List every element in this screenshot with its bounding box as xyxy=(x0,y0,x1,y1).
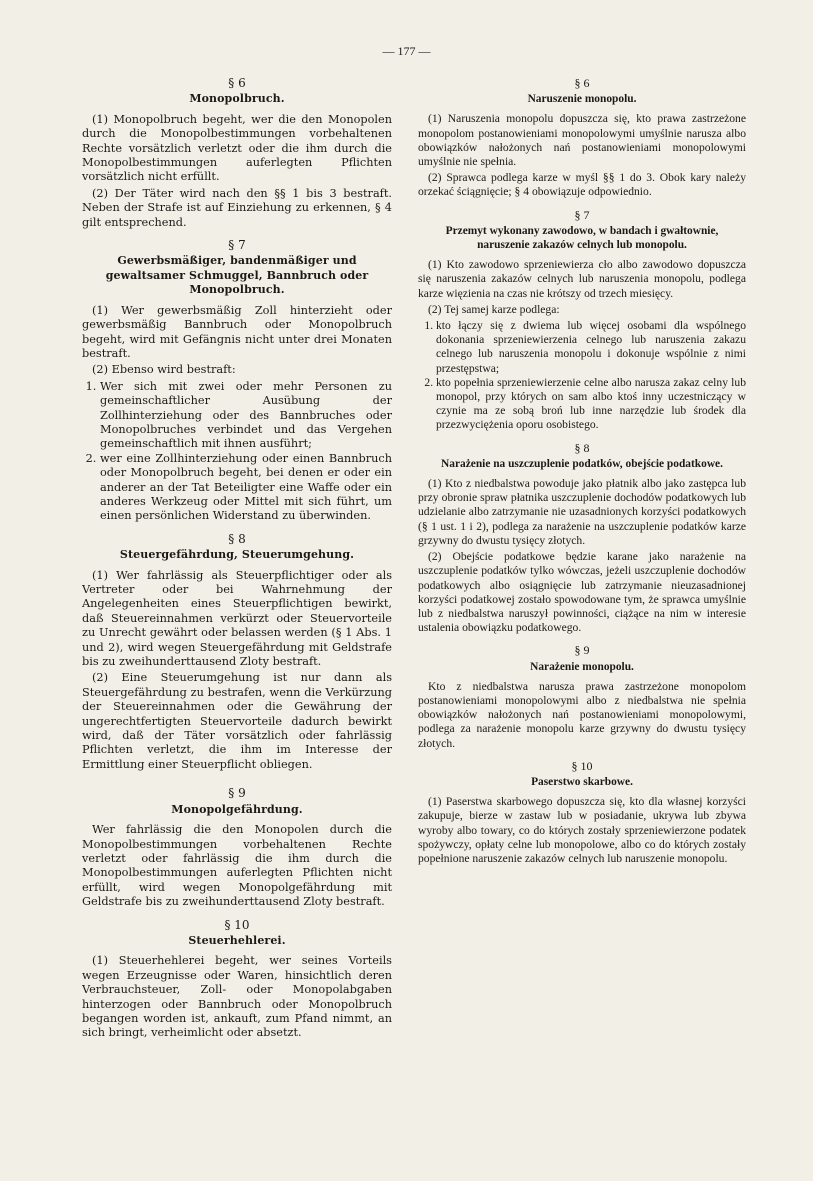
section-number: § 6 xyxy=(228,76,246,90)
paragraph: (1) Wer gewerbsmäßig Zoll hinterzieht oder gewerbsmäßig Bannbruch oder Monopolbruch begeht, wird mit Gefängnis nicht unter drei Monaten bestraft. xyxy=(82,303,392,360)
section-8 xyxy=(418,441,746,636)
paragraph: (1) Naruszenia monopolu dopuszcza się, kto prawa zastrzeżone monopolom postanowieniami monopolowymi umyślnie narusza albo obowiązków nałożonych nań postanowieniami monopolowymi umyślnie nie spełnia. xyxy=(418,112,746,169)
numbered-list xyxy=(418,319,746,433)
list-item: 2. kto popełnia sprzeniewierzenie celne albo narusza zakaz celny lub monopol, przy których on sam albo ktoś inny uczestniczący w czynie ma ze sobą broń lub inne narzędzie lub środek dla przezwyciężenia oporu osobistego. xyxy=(436,376,746,433)
list-item: 2. wer eine Zollhinterziehung oder einen Bannbruch oder Monopolbruch begeht, bei denen er oder ein anderer an der Tat Beteiligter eine Waffe oder ein anderes Werkzeug oder Mittel mit sich führt, um einen persönlichen Widerstand zu überwinden. xyxy=(100,452,392,524)
paragraph: (1) Kto zawodowo sprzeniewierza cło albo zawodowo dopuszcza się naruszenia zakazów celnych lub naruszenia monopolu, podlega karze więzienia na czas nie krótszy od trzech miesięcy. xyxy=(418,258,746,300)
section-7 xyxy=(418,208,746,433)
section-title: Narażenie monopolu. xyxy=(530,660,634,673)
section-7 xyxy=(82,238,392,524)
section-title: Paserstwo skarbowe. xyxy=(531,775,633,788)
numbered-list xyxy=(82,380,392,524)
german-column xyxy=(82,76,392,1049)
paragraph: (2) Eine Steuerumgehung ist nur dann als Steuergefährdung zu bestrafen, wenn die Verkürzung der Steuereinnahmen oder die Gewährung der ungerechtfertigten Steuervorteile dadurch bewirkt wird, daß der Täter vorsätzlich oder fahrlässig Pflichten verletzt, die ihm im Interesse der Ermittlung einer Steuerpflicht obliegen. xyxy=(82,671,392,771)
list-item: 1. Wer sich mit zwei oder mehr Personen zu gemeinschaftlicher Ausübung der Zollhinterziehung oder des Bannbruches oder Monopolbruches verbindet und das Vergehen gemeinschaftlich mit ihnen ausführt; xyxy=(100,380,392,452)
section-number: § 9 xyxy=(574,643,590,658)
paragraph: Kto z niedbalstwa narusza prawa zastrzeżone monopolom postanowieniami monopolowymi albo z niedbalstwa nie spełnia obowiązków nałożonych nań postanowieniami monopolowymi, podlega za narażenie monopolu karze grzywny do dwustu tysięcy złotych. xyxy=(418,679,746,750)
section-title: Narażenie na uszczuplenie podatków, obejście podatkowe. xyxy=(441,457,723,470)
section-number: § 6 xyxy=(574,76,590,90)
section-number: § 10 xyxy=(571,758,593,773)
section-number: § 9 xyxy=(228,786,246,801)
section-10 xyxy=(418,759,746,866)
section-10 xyxy=(82,918,392,1041)
paragraph: Wer fahrlässig die den Monopolen durch die Monopolbestimmungen vorbehaltenen Rechte verletzt oder fahrlässig die ihm durch die Monopolbestimmungen auferlegten Pflichten nicht erfüllt, wird wegen Monopolgefährdung mit Geldstrafe bis zu zweihunderttausend Zloty bestraft. xyxy=(82,823,392,909)
section-title: Gewerbsmäßiger, bandenmäßiger und gewaltsamer Schmuggel, Bannbruch oder Monopolbruch. xyxy=(105,254,369,297)
section-6 xyxy=(418,76,746,200)
paragraph: (2) Ebenso wird bestraft: xyxy=(92,363,236,377)
section-8 xyxy=(82,532,392,773)
paragraph: (1) Wer fahrlässig als Steuerpflichtiger oder als Vertreter oder bei Wahrnehmung der Angelegenheiten eines Steuerpflichtigen bewirkt, daß Steuereinnahmen verkürzt oder Steuervorteile zu Unrecht gewährt oder belassen werden (§ 1 Abs. 1 und 2), wird wegen Steuergefährdung mit Geldstrafe bis zu zweihunderttausend Zloty bestraft. xyxy=(82,568,392,669)
paragraph: (2) Sprawca podlega karze w myśl §§ 1 do 3. Obok kary należy orzekać ściągnięcie; § 4 obowiązuje odpowiednio. xyxy=(418,171,746,199)
paragraph: (1) Kto z niedbalstwa powoduje jako płatnik albo jako zastępca lub przy obronie spraw płatnika uszczuplenie dochodów podatkowych lub udzielanie albo zatrzymanie nie uzasadnionych korzyści podatkowych (§ 1 ust. 1 i 2), podlega za narażenie na uszczuplenie podatków karze grzywny do dwustu tysięcy złotych. xyxy=(418,477,746,547)
section-title: Steuergefährdung, Steuerumgehung. xyxy=(119,548,355,562)
section-title: Przemyt wykonany zawodowo, w bandach i gwałtownie, naruszenie zakazów celnych lub monopolu. xyxy=(445,224,719,252)
paragraph: (2) Der Täter wird nach den §§ 1 bis 3 bestraft. Neben der Strafe ist auf Einziehung zu erkennen, § 4 gilt entsprechend. xyxy=(82,186,392,229)
paragraph: (1) Monopolbruch begeht, wer die den Monopolen durch die Monopolbestimmungen vorbehaltenen Rechte vorsätzlich verletzt oder die ihm durch die Monopolbestimmungen auferlegten Pflichten vorsätzlich nicht erfüllt. xyxy=(82,112,392,184)
section-number: § 10 xyxy=(224,917,250,932)
section-number: § 7 xyxy=(574,207,590,222)
section-title: Naruszenie monopolu. xyxy=(527,93,637,106)
section-9 xyxy=(82,786,392,909)
section-6 xyxy=(82,76,392,230)
section-title: Monopolbruch. xyxy=(189,92,285,106)
section-number: § 8 xyxy=(574,440,590,455)
paragraph: (1) Steuerhehlerei begeht, wer seines Vorteils wegen Erzeugnisse oder Waren, hinsichtlich deren Verbrauchsteuer, Zoll- oder Monopolabgaben hinterzogen oder Bannbruch oder Monopolbruch begangen worden ist, ankauft, zum Pfand nimmt, an sich bringt, verheimlicht oder absetzt. xyxy=(82,954,392,1040)
page-number: — 177 — xyxy=(382,44,431,58)
paragraph: (1) Paserstwa skarbowego dopuszcza się, kto dla własnej korzyści zakupuje, bierze w zastaw lub w posiadanie, ukrywa lub zbywa wyroby albo towary, co do których zostały sprzeniewierzone podatek spożywczy, opłaty celne lub monopolowe, albo co do których zostały popełnione naruszenie zakazów celnych lub naruszenie monopolu. xyxy=(418,795,746,865)
section-number: § 7 xyxy=(228,238,246,253)
polish-column xyxy=(418,76,746,874)
paragraph: (2) Obejście podatkowe będzie karane jako narażenie na uszczuplenie podatków tylko wówczas, jeżeli uszczuplenie dochodów podatkowych albo osiągnięcie lub zatrzymanie nieuzasadnionej korzyści podatkowej zostało spowodowane tym, że sprawca umyślnie lub z niedbalstwa naruszył powinności, ciążące na nim w interesie ustalenia obowiązku podatkowego. xyxy=(418,550,746,635)
section-number: § 8 xyxy=(228,531,246,546)
section-9 xyxy=(418,643,746,750)
section-title: Steuerhehlerei. xyxy=(188,933,286,947)
list-item: 1. kto łączy się z dwiema lub więcej osobami dla wspólnego dokonania sprzeniewierzenia celnego lub naruszenia zakazu celnego lub naruszenia monopolu i dokonuje wspólnie z nimi przestępstwa; xyxy=(436,319,746,376)
paragraph: (2) Tej samej karze podlega: xyxy=(428,302,560,316)
section-title: Monopolgefährdung. xyxy=(171,802,303,816)
